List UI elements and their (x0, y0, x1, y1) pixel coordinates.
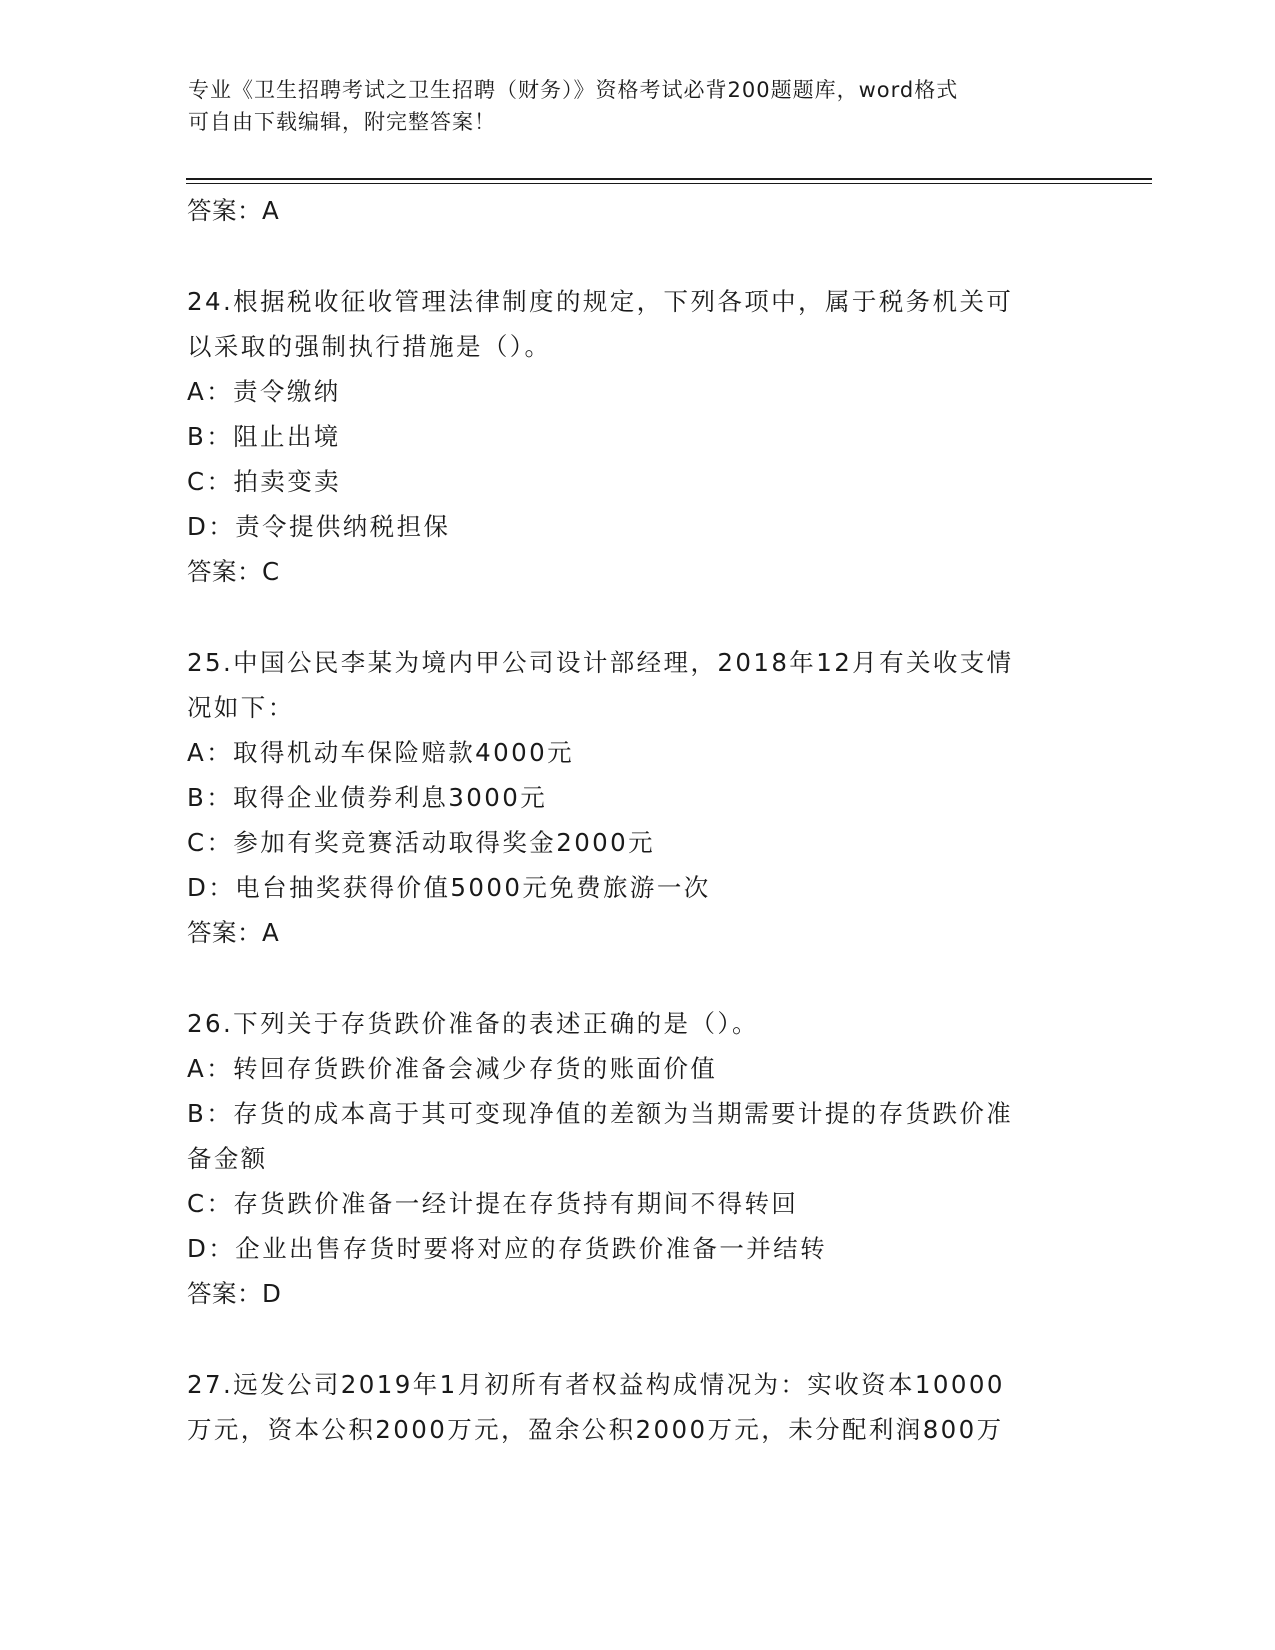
question-25-text: 25.中国公民李某为境内甲公司设计部经理，2018年12月有关收支情 (187, 648, 1014, 677)
header-rule-thin (186, 183, 1152, 184)
question-26-text: 26.下列关于存货跌价准备的表述正确的是（）。 (187, 1009, 759, 1038)
question-25-text-cont: 况如下： (187, 693, 295, 722)
question-27-text-cont: 万元，资本公积2000万元，盈余公积2000万元，未分配利润800万 (187, 1415, 1004, 1444)
question-24-option-b: B：阻止出境 (187, 422, 341, 451)
question-24-answer: 答案：C (187, 557, 280, 586)
question-content (187, 188, 1087, 1452)
header-line-1: 专业《卫生招聘考试之卫生招聘（财务）》资格考试必背200题题库，word格式 (188, 78, 959, 102)
spacer (187, 233, 1087, 279)
question-26-option-b-cont: 备金额 (187, 1144, 268, 1173)
question-25-option-c: C：参加有奖竞赛活动取得奖金2000元 (187, 828, 656, 857)
question-24-option-d: D：责令提供纳税担保 (187, 512, 451, 541)
question-26-option-a: A：转回存货跌价准备会减少存货的账面价值 (187, 1054, 718, 1083)
question-26-option-d: D：企业出售存货时要将对应的存货跌价准备一并结转 (187, 1234, 827, 1263)
question-27-text: 27.远发公司2019年1月初所有者权益构成情况为：实收资本10000 (187, 1370, 1005, 1399)
question-25-option-a: A：取得机动车保险赔款4000元 (187, 738, 575, 767)
answer-line: 答案：A (187, 196, 280, 225)
header-rule-thick (186, 178, 1152, 180)
question-24-option-a: A：责令缴纳 (187, 377, 341, 406)
question-26-option-c: C：存货跌价准备一经计提在存货持有期间不得转回 (187, 1189, 799, 1218)
spacer (187, 594, 1087, 640)
spacer (187, 1316, 1087, 1362)
question-25-answer: 答案：A (187, 918, 280, 947)
question-24-text-cont: 以采取的强制执行措施是（）。 (187, 332, 552, 361)
question-24-text: 24.根据税收征收管理法律制度的规定，下列各项中，属于税务机关可 (187, 287, 1014, 316)
question-26-answer: 答案：D (187, 1279, 282, 1308)
header-line-2: 可自由下载编辑，附完整答案！ (188, 110, 496, 134)
question-24-option-c: C：拍卖变卖 (187, 467, 342, 496)
question-26-option-b: B：存货的成本高于其可变现净值的差额为当期需要计提的存货跌价准 (187, 1099, 1014, 1128)
question-25-option-d: D：电台抽奖获得价值5000元免费旅游一次 (187, 873, 711, 902)
question-25-option-b: B：取得企业债券利息3000元 (187, 783, 548, 812)
spacer (187, 955, 1087, 1001)
document-header (188, 74, 1088, 138)
